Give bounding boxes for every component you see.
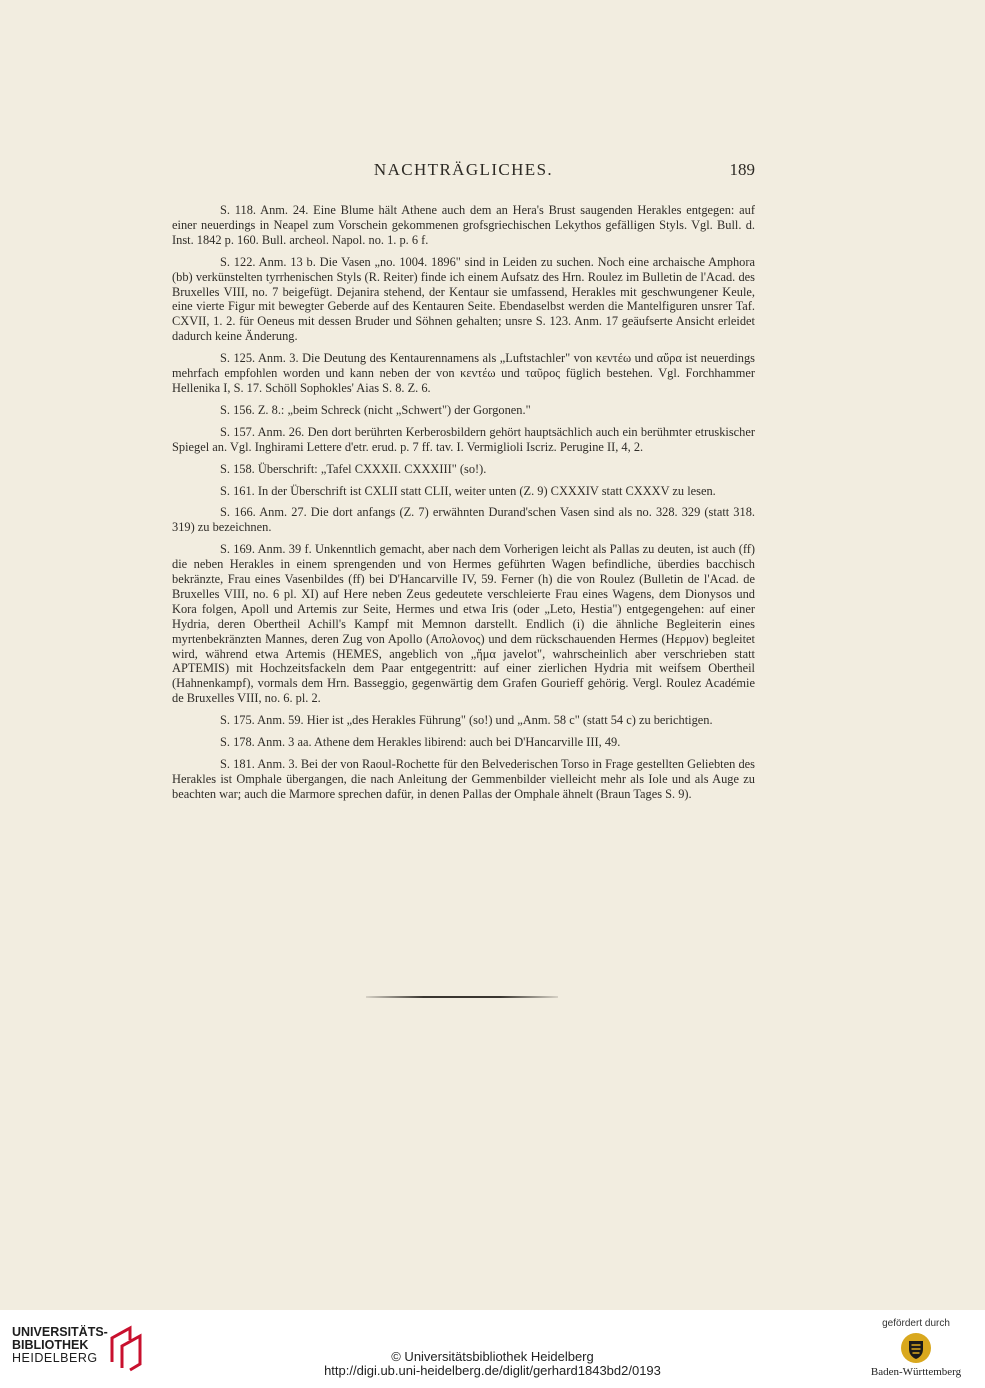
copyright-text: © Universitätsbibliothek Heidelberg [391, 1349, 594, 1364]
paragraph-s157: S. 157. Anm. 26. Den dort berührten Kerberosbildern gehört hauptsächlich auch ein berühmter etruskischer Spiegel an. Vgl. Inghirami Lettere d'etr. erud. p. 7 ff. tav. I. Vermiglioli Iscriz. Perugine II, 4, 2. [172, 424, 755, 454]
paragraph-s161: S. 161. In der Überschrift ist CXLII statt CLII, weiter unten (Z. 9) CXXXIV statt CXXXV zu lesen. [220, 483, 716, 498]
sponsor-name: Baden-Württemberg [870, 1366, 962, 1378]
paragraph-s175: S. 175. Anm. 59. Hier ist „des Herakles Führung" (so!) und „Anm. 58 c" (statt 54 c) zu berichtigen. [220, 713, 713, 728]
permalink-url[interactable]: http://digi.ub.uni-heidelberg.de/diglit/gerhard1843bd2/0193 [324, 1363, 661, 1378]
paragraph-s118: S. 118. Anm. 24. Eine Blume hält Athene auch dem an Hera's Brust saugenden Herakles entgegen: auf einer neuerdings in Neapel zum Vorschein gekommenen grofsgriechischen Lekythos gefälligen Styls. Vgl. Bull. d. Inst. 1842 p. 160. Bull. archeol. Napol. no. 1. p. 6 f. [172, 203, 755, 247]
copyright-block [0, 1350, 985, 1378]
paragraph-s178: S. 178. Anm. 3 aa. Athene dem Herakles libirend: auch bei D'Hancarville III, 49. [220, 735, 621, 750]
paragraph-s125: S. 125. Anm. 3. Die Deutung des Kentaurennamens als „Luftstachler" von κεντέω und αὔρα ist neuerdings mehrfach empfohlen worden und kann neben der von κεντέω und ταῦρος füglich bestehen. Vgl. Forchhammer Hellenika I, S. 17. Schöll Sophokles' Aias S. 8. Z. 6. [172, 351, 755, 395]
library-name-line: BIBLIOTHEK [12, 1338, 89, 1352]
paragraph-s166: S. 166. Anm. 27. Die dort anfangs (Z. 7) erwähnten Durand'schen Vasen sind als no. 328. 329 (statt 318. 319) zu bezeichnen. [172, 505, 755, 535]
sponsor-block[interactable] [861, 1318, 971, 1384]
paragraph-s169: S. 169. Anm. 39 f. Unkenntlich gemacht, aber nach dem Vorherigen leicht als Pallas zu deuten, ist auch (ff) die neben Herakles in einem sprengenden und von Hermes geführten Wagen befindliche, überdies bacchisch bekränzte, Frau eines Vasenbildes (ff) bei D'Hancarville IV, 59. Ferner (h) die von Roulez (Bulletin de l'Acad. de Bruxelles VIII, no. 6 pl. XI) auf Here neben Zeus gedeutete verschleierte Frau eines Wagens, dem Dionysos und Kora folgen, Apoll und Artemis zur Seite, Hermes und etwa Iris (oder „Leto, Hestia") entgegengehen: auf einer Hydria, deren Obertheil Achill's Kampf mit Memnon darstellt. Endlich (i) die ähnliche Begleiterin eines myrtenbekränzten Mannes, deren Zug von Apollo (Απολονος) und dem rückschauenden Hermes (Hερμον) begleitet wird, während etwa Artemis (HEMES, angeblich von „ἥμα javelot", wahrscheinlich aber verschrieben statt APTEMIS) mit Hochzeitsfackeln dem Paar entgegentritt: auf einer zierlichen Hydria mit weifsem Obertheil (Hahnenkampf), vormals dem Hrn. Basseggio, gegenwärtig dem Grafen Gourieff gehörig. Vergl. Roulez Académie de Bruxelles VIII, no. 6. pl. 2. [172, 542, 755, 706]
paragraph-s181: S. 181. Anm. 3. Bei der von Raoul-Rochette für den Belvederischen Torso in Frage gestellten Geliebten des Herakles ist Omphale übergangen, die nach Anleitung der Gemmenbilder vielleicht mehr als Iole und als Auge zu beachten war; auch die Marmore sprechen dafür, in denen Pallas der Omphale ähnelt (Braun Tages S. 9). [172, 757, 755, 801]
paragraph-s158: S. 158. Überschrift: „Tafel CXXXII. CXXXIII" (so!). [220, 461, 487, 476]
closing-rule [366, 996, 558, 998]
library-name-line: UNIVERSITÄTS- [12, 1325, 108, 1339]
page-header [172, 160, 755, 184]
page-number: 189 [729, 160, 755, 179]
body-text [172, 203, 755, 809]
paragraph-s156: S. 156. Z. 8.: „beim Schreck (nicht „Schwert") der Gorgonen." [220, 402, 531, 417]
sponsor-caption: gefördert durch [882, 1318, 950, 1329]
coat-of-arms-icon [900, 1332, 932, 1364]
paragraph-s122: S. 122. Anm. 13 b. Die Vasen „no. 1004. 1896" sind in Leiden zu suchen. Noch eine archaische Amphora (bb) verkünstelten tyrrhenischen Styls (R. Reiter) finde ich einem Aufsatz des Hrn. Roulez im Bulletin de l'Acad. des Bruxelles VIII, no. 7 beigefügt. Dejanira stehend, der Kentaur sie umfassend, Herakles mit geschwungener Keule, eine vierte Figur mit bewegter Geberde auf des Kentauren Seite. Ebendaselbst werden die Mantelfiguren unsrer Taf. CXVII, 1. 2. für Oeneus mit dessen Bruder und Söhnen gehalten; unsre S. 123. Anm. 17 geäufserte Ansicht erleidet dadurch keine Änderung. [172, 254, 755, 344]
footer [0, 1310, 985, 1388]
running-head: NACHTRÄGLICHES. [373, 160, 554, 179]
library-name-line: HEIDELBERG [12, 1351, 98, 1365]
